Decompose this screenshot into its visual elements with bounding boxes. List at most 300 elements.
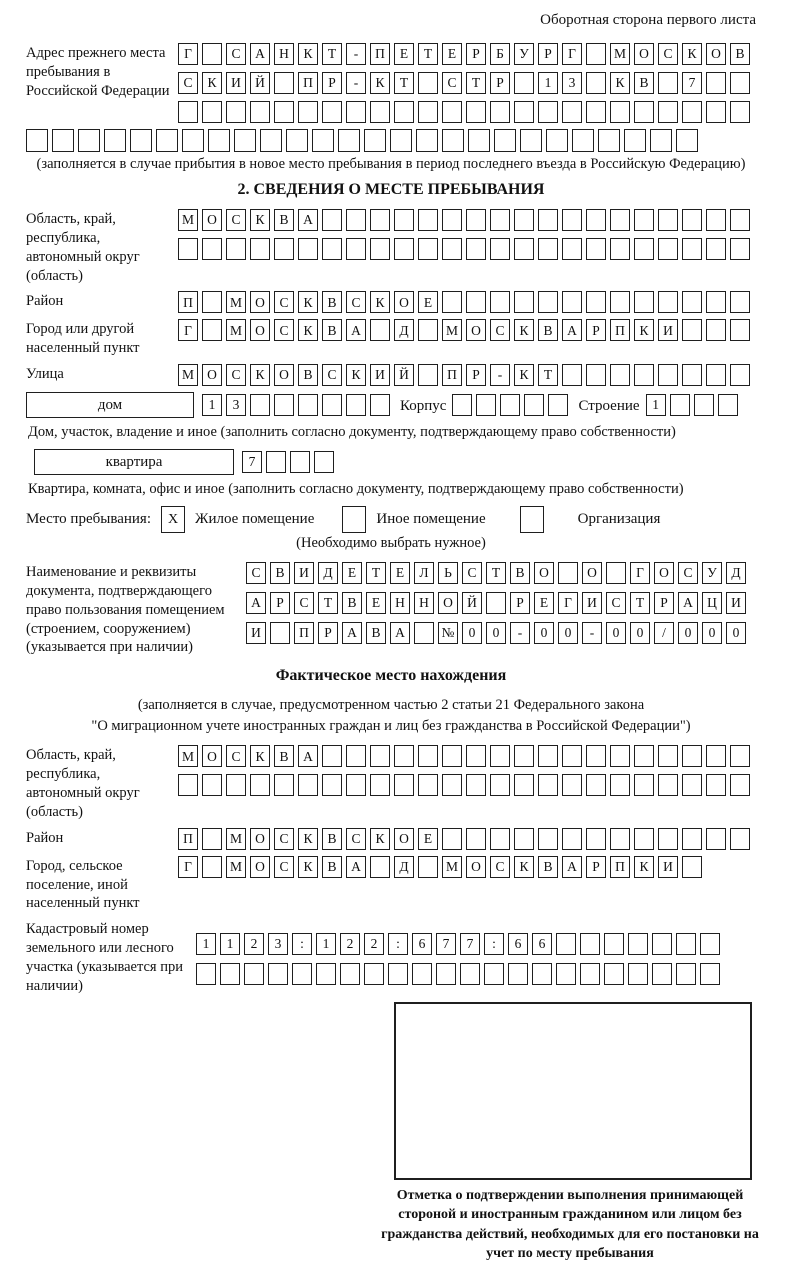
char-cell[interactable]: - [490,364,510,386]
char-cell[interactable]: И [726,592,746,614]
stay-type-organization-checkbox[interactable] [520,506,544,533]
char-cell[interactable] [562,209,582,231]
char-cell[interactable]: Г [562,43,582,65]
char-cell[interactable]: Р [654,592,674,614]
char-cell[interactable] [514,209,534,231]
char-cell[interactable] [476,394,496,416]
char-cell[interactable] [274,72,294,94]
char-cell[interactable] [442,209,462,231]
char-cell[interactable]: П [178,291,198,313]
char-cell[interactable] [610,774,630,796]
char-cell[interactable] [202,291,222,313]
char-cell[interactable] [730,291,750,313]
char-cell[interactable] [202,774,222,796]
char-cell[interactable]: И [658,319,678,341]
char-cell[interactable] [346,238,366,260]
char-cell[interactable] [202,238,222,260]
char-cell[interactable] [658,774,678,796]
char-cell[interactable] [562,828,582,850]
char-cell[interactable]: О [582,562,602,584]
char-cell[interactable]: И [582,592,602,614]
char-cell[interactable] [514,238,534,260]
char-cell[interactable] [250,774,270,796]
char-cell[interactable] [490,745,510,767]
char-cell[interactable] [316,963,336,985]
char-cell[interactable]: С [346,291,366,313]
char-cell[interactable]: К [610,72,630,94]
char-cell[interactable] [418,745,438,767]
char-cell[interactable] [418,238,438,260]
char-cell[interactable]: А [678,592,698,614]
char-cell[interactable] [718,394,738,416]
char-cell[interactable] [682,238,702,260]
char-cell[interactable]: Е [342,562,362,584]
char-cell[interactable] [658,828,678,850]
char-cell[interactable]: М [226,828,246,850]
char-cell[interactable]: И [370,364,390,386]
char-cell[interactable]: В [538,319,558,341]
char-cell[interactable] [370,238,390,260]
char-cell[interactable]: М [178,364,198,386]
char-cell[interactable] [250,101,270,123]
char-cell[interactable] [494,129,516,152]
char-cell[interactable]: П [178,828,198,850]
char-cell[interactable]: 0 [462,622,482,644]
char-cell[interactable] [730,238,750,260]
char-cell[interactable]: В [274,209,294,231]
char-cell[interactable] [418,72,438,94]
char-cell[interactable]: 1 [220,933,240,955]
char-cell[interactable] [586,774,606,796]
char-cell[interactable] [250,238,270,260]
char-cell[interactable] [586,72,606,94]
char-cell[interactable]: К [370,291,390,313]
char-cell[interactable]: О [202,209,222,231]
char-cell[interactable] [652,933,672,955]
char-cell[interactable] [682,101,702,123]
char-cell[interactable] [346,745,366,767]
char-cell[interactable] [442,238,462,260]
char-cell[interactable]: Г [178,319,198,341]
char-cell[interactable] [52,129,74,152]
char-cell[interactable] [634,745,654,767]
char-cell[interactable]: С [678,562,698,584]
char-cell[interactable] [706,319,726,341]
char-cell[interactable]: С [246,562,266,584]
char-cell[interactable]: К [250,364,270,386]
char-cell[interactable]: С [322,364,342,386]
char-cell[interactable] [586,43,606,65]
char-cell[interactable]: Г [178,856,198,878]
char-cell[interactable]: : [388,933,408,955]
char-cell[interactable] [202,319,222,341]
char-cell[interactable] [682,364,702,386]
char-cell[interactable]: / [654,622,674,644]
char-cell[interactable] [178,238,198,260]
char-cell[interactable] [202,101,222,123]
char-cell[interactable]: Р [586,319,606,341]
char-cell[interactable]: Б [490,43,510,65]
char-cell[interactable] [274,394,294,416]
char-cell[interactable]: В [634,72,654,94]
char-cell[interactable] [586,209,606,231]
char-cell[interactable]: 0 [558,622,578,644]
char-cell[interactable]: Ц [702,592,722,614]
char-cell[interactable] [634,291,654,313]
char-cell[interactable] [322,745,342,767]
char-cell[interactable] [274,101,294,123]
char-cell[interactable]: О [438,592,458,614]
char-cell[interactable] [226,101,246,123]
char-cell[interactable] [298,774,318,796]
char-cell[interactable]: С [274,291,294,313]
char-cell[interactable] [394,774,414,796]
char-cell[interactable] [500,394,520,416]
char-cell[interactable]: К [346,364,366,386]
char-cell[interactable]: С [462,562,482,584]
char-cell[interactable]: К [202,72,222,94]
char-cell[interactable]: Г [178,43,198,65]
char-cell[interactable] [730,364,750,386]
char-cell[interactable]: С [442,72,462,94]
char-cell[interactable]: В [322,291,342,313]
char-cell[interactable]: П [610,319,630,341]
char-cell[interactable] [270,622,290,644]
char-cell[interactable]: К [298,828,318,850]
char-cell[interactable] [706,101,726,123]
char-cell[interactable]: Р [466,43,486,65]
char-cell[interactable]: - [510,622,530,644]
char-cell[interactable]: А [562,319,582,341]
char-cell[interactable] [416,129,438,152]
char-cell[interactable]: Д [726,562,746,584]
char-cell[interactable] [556,963,576,985]
char-cell[interactable] [490,774,510,796]
char-cell[interactable] [586,364,606,386]
char-cell[interactable]: О [466,856,486,878]
char-cell[interactable]: С [274,828,294,850]
char-cell[interactable] [610,745,630,767]
char-cell[interactable] [418,101,438,123]
char-cell[interactable]: А [250,43,270,65]
char-cell[interactable] [322,101,342,123]
char-cell[interactable]: Р [466,364,486,386]
char-cell[interactable]: К [298,856,318,878]
char-cell[interactable]: С [226,209,246,231]
char-cell[interactable]: 2 [340,933,360,955]
char-cell[interactable]: 1 [538,72,558,94]
char-cell[interactable] [466,745,486,767]
char-cell[interactable] [298,238,318,260]
char-cell[interactable] [370,394,390,416]
char-cell[interactable]: Т [322,43,342,65]
char-cell[interactable] [558,562,578,584]
char-cell[interactable]: Г [630,562,650,584]
char-cell[interactable]: К [370,72,390,94]
char-cell[interactable] [490,209,510,231]
char-cell[interactable]: 0 [678,622,698,644]
char-cell[interactable]: С [658,43,678,65]
char-cell[interactable]: О [202,745,222,767]
registration-stamp-box[interactable] [394,1002,752,1180]
char-cell[interactable]: 2 [364,933,384,955]
char-cell[interactable] [514,101,534,123]
char-cell[interactable] [322,238,342,260]
char-cell[interactable]: Е [394,43,414,65]
char-cell[interactable]: В [322,319,342,341]
char-cell[interactable]: М [226,856,246,878]
char-cell[interactable]: 0 [606,622,626,644]
char-cell[interactable] [538,101,558,123]
char-cell[interactable] [220,963,240,985]
char-cell[interactable]: Т [418,43,438,65]
char-cell[interactable] [364,963,384,985]
char-cell[interactable] [390,129,412,152]
char-cell[interactable] [484,963,504,985]
char-cell[interactable] [538,745,558,767]
char-cell[interactable] [658,72,678,94]
char-cell[interactable]: 0 [702,622,722,644]
char-cell[interactable] [624,129,646,152]
char-cell[interactable] [418,364,438,386]
char-cell[interactable]: Д [318,562,338,584]
char-cell[interactable] [586,238,606,260]
char-cell[interactable]: 7 [242,451,262,473]
char-cell[interactable] [538,774,558,796]
char-cell[interactable] [266,451,286,473]
char-cell[interactable] [730,209,750,231]
char-cell[interactable] [706,291,726,313]
char-cell[interactable] [706,364,726,386]
char-cell[interactable]: И [658,856,678,878]
char-cell[interactable]: Т [630,592,650,614]
char-cell[interactable] [682,291,702,313]
char-cell[interactable]: М [442,856,462,878]
char-cell[interactable] [292,963,312,985]
char-cell[interactable] [586,745,606,767]
char-cell[interactable]: П [298,72,318,94]
char-cell[interactable]: № [438,622,458,644]
char-cell[interactable]: О [394,828,414,850]
char-cell[interactable]: Л [414,562,434,584]
char-cell[interactable]: А [298,745,318,767]
char-cell[interactable] [196,963,216,985]
char-cell[interactable] [490,828,510,850]
char-cell[interactable] [676,963,696,985]
char-cell[interactable]: И [226,72,246,94]
char-cell[interactable] [730,828,750,850]
char-cell[interactable]: К [634,319,654,341]
char-cell[interactable] [322,394,342,416]
char-cell[interactable] [610,101,630,123]
char-cell[interactable] [548,394,568,416]
char-cell[interactable] [486,592,506,614]
char-cell[interactable] [532,963,552,985]
char-cell[interactable] [274,774,294,796]
char-cell[interactable] [610,364,630,386]
char-cell[interactable]: К [298,291,318,313]
char-cell[interactable] [418,856,438,878]
char-cell[interactable] [670,394,690,416]
stay-type-residential-checkbox[interactable]: X [161,506,185,533]
char-cell[interactable]: М [178,745,198,767]
char-cell[interactable]: О [274,364,294,386]
char-cell[interactable] [442,129,464,152]
char-cell[interactable]: К [250,745,270,767]
char-cell[interactable] [414,622,434,644]
char-cell[interactable] [706,745,726,767]
char-cell[interactable]: А [298,209,318,231]
char-cell[interactable] [572,129,594,152]
char-cell[interactable]: А [246,592,266,614]
char-cell[interactable]: С [274,319,294,341]
char-cell[interactable]: Е [442,43,462,65]
char-cell[interactable] [562,745,582,767]
char-cell[interactable] [26,129,48,152]
char-cell[interactable] [490,291,510,313]
char-cell[interactable] [562,238,582,260]
char-cell[interactable] [394,101,414,123]
char-cell[interactable] [538,291,558,313]
char-cell[interactable]: 0 [630,622,650,644]
char-cell[interactable] [466,774,486,796]
char-cell[interactable] [466,828,486,850]
char-cell[interactable] [538,828,558,850]
char-cell[interactable]: П [370,43,390,65]
char-cell[interactable]: К [298,43,318,65]
char-cell[interactable]: С [294,592,314,614]
char-cell[interactable] [346,101,366,123]
char-cell[interactable] [556,933,576,955]
char-cell[interactable]: Р [510,592,530,614]
char-cell[interactable] [202,856,222,878]
char-cell[interactable] [700,933,720,955]
char-cell[interactable] [514,291,534,313]
char-cell[interactable] [250,394,270,416]
char-cell[interactable]: 3 [226,394,246,416]
char-cell[interactable] [466,238,486,260]
char-cell[interactable]: Ь [438,562,458,584]
char-cell[interactable] [370,101,390,123]
char-cell[interactable] [658,745,678,767]
char-cell[interactable] [370,745,390,767]
char-cell[interactable]: К [514,364,534,386]
char-cell[interactable] [514,774,534,796]
char-cell[interactable] [412,963,432,985]
char-cell[interactable]: В [342,592,362,614]
char-cell[interactable]: К [682,43,702,65]
char-cell[interactable] [706,828,726,850]
char-cell[interactable] [682,774,702,796]
char-cell[interactable] [466,291,486,313]
char-cell[interactable]: В [270,562,290,584]
char-cell[interactable]: О [250,828,270,850]
char-cell[interactable] [346,774,366,796]
char-cell[interactable] [298,101,318,123]
char-cell[interactable] [682,856,702,878]
char-cell[interactable]: И [294,562,314,584]
char-cell[interactable]: С [226,745,246,767]
char-cell[interactable] [628,933,648,955]
char-cell[interactable]: О [654,562,674,584]
char-cell[interactable] [234,129,256,152]
char-cell[interactable] [562,774,582,796]
char-cell[interactable] [634,828,654,850]
char-cell[interactable] [418,319,438,341]
char-cell[interactable]: А [342,622,362,644]
char-cell[interactable]: Й [462,592,482,614]
char-cell[interactable]: Е [418,828,438,850]
char-cell[interactable]: С [226,364,246,386]
char-cell[interactable] [442,745,462,767]
char-cell[interactable] [156,129,178,152]
char-cell[interactable]: 0 [534,622,554,644]
char-cell[interactable] [286,129,308,152]
char-cell[interactable] [104,129,126,152]
char-cell[interactable] [490,238,510,260]
char-cell[interactable] [586,101,606,123]
char-cell[interactable] [682,209,702,231]
char-cell[interactable]: Д [394,319,414,341]
char-cell[interactable] [676,129,698,152]
apartment-type-box[interactable]: квартира [34,449,234,475]
char-cell[interactable] [610,828,630,850]
char-cell[interactable] [524,394,544,416]
char-cell[interactable] [322,209,342,231]
char-cell[interactable] [586,291,606,313]
char-cell[interactable] [442,828,462,850]
char-cell[interactable] [452,394,472,416]
char-cell[interactable]: К [298,319,318,341]
char-cell[interactable] [394,209,414,231]
char-cell[interactable]: М [610,43,630,65]
char-cell[interactable]: 7 [460,933,480,955]
char-cell[interactable]: К [514,856,534,878]
char-cell[interactable] [490,101,510,123]
char-cell[interactable]: К [634,856,654,878]
char-cell[interactable] [370,774,390,796]
char-cell[interactable]: Е [366,592,386,614]
char-cell[interactable]: В [510,562,530,584]
char-cell[interactable]: 1 [202,394,222,416]
char-cell[interactable] [562,101,582,123]
char-cell[interactable]: Й [250,72,270,94]
char-cell[interactable]: Д [394,856,414,878]
char-cell[interactable] [700,963,720,985]
char-cell[interactable]: С [178,72,198,94]
char-cell[interactable] [538,238,558,260]
char-cell[interactable]: Р [322,72,342,94]
char-cell[interactable]: Р [538,43,558,65]
char-cell[interactable]: М [226,291,246,313]
char-cell[interactable] [730,101,750,123]
char-cell[interactable]: 3 [268,933,288,955]
char-cell[interactable] [346,394,366,416]
char-cell[interactable]: : [484,933,504,955]
char-cell[interactable] [610,291,630,313]
char-cell[interactable]: - [582,622,602,644]
char-cell[interactable] [706,72,726,94]
char-cell[interactable]: Т [366,562,386,584]
char-cell[interactable]: В [274,745,294,767]
char-cell[interactable] [682,828,702,850]
char-cell[interactable]: 6 [412,933,432,955]
char-cell[interactable] [658,209,678,231]
char-cell[interactable]: В [298,364,318,386]
char-cell[interactable] [658,101,678,123]
char-cell[interactable]: - [346,72,366,94]
char-cell[interactable]: Е [390,562,410,584]
